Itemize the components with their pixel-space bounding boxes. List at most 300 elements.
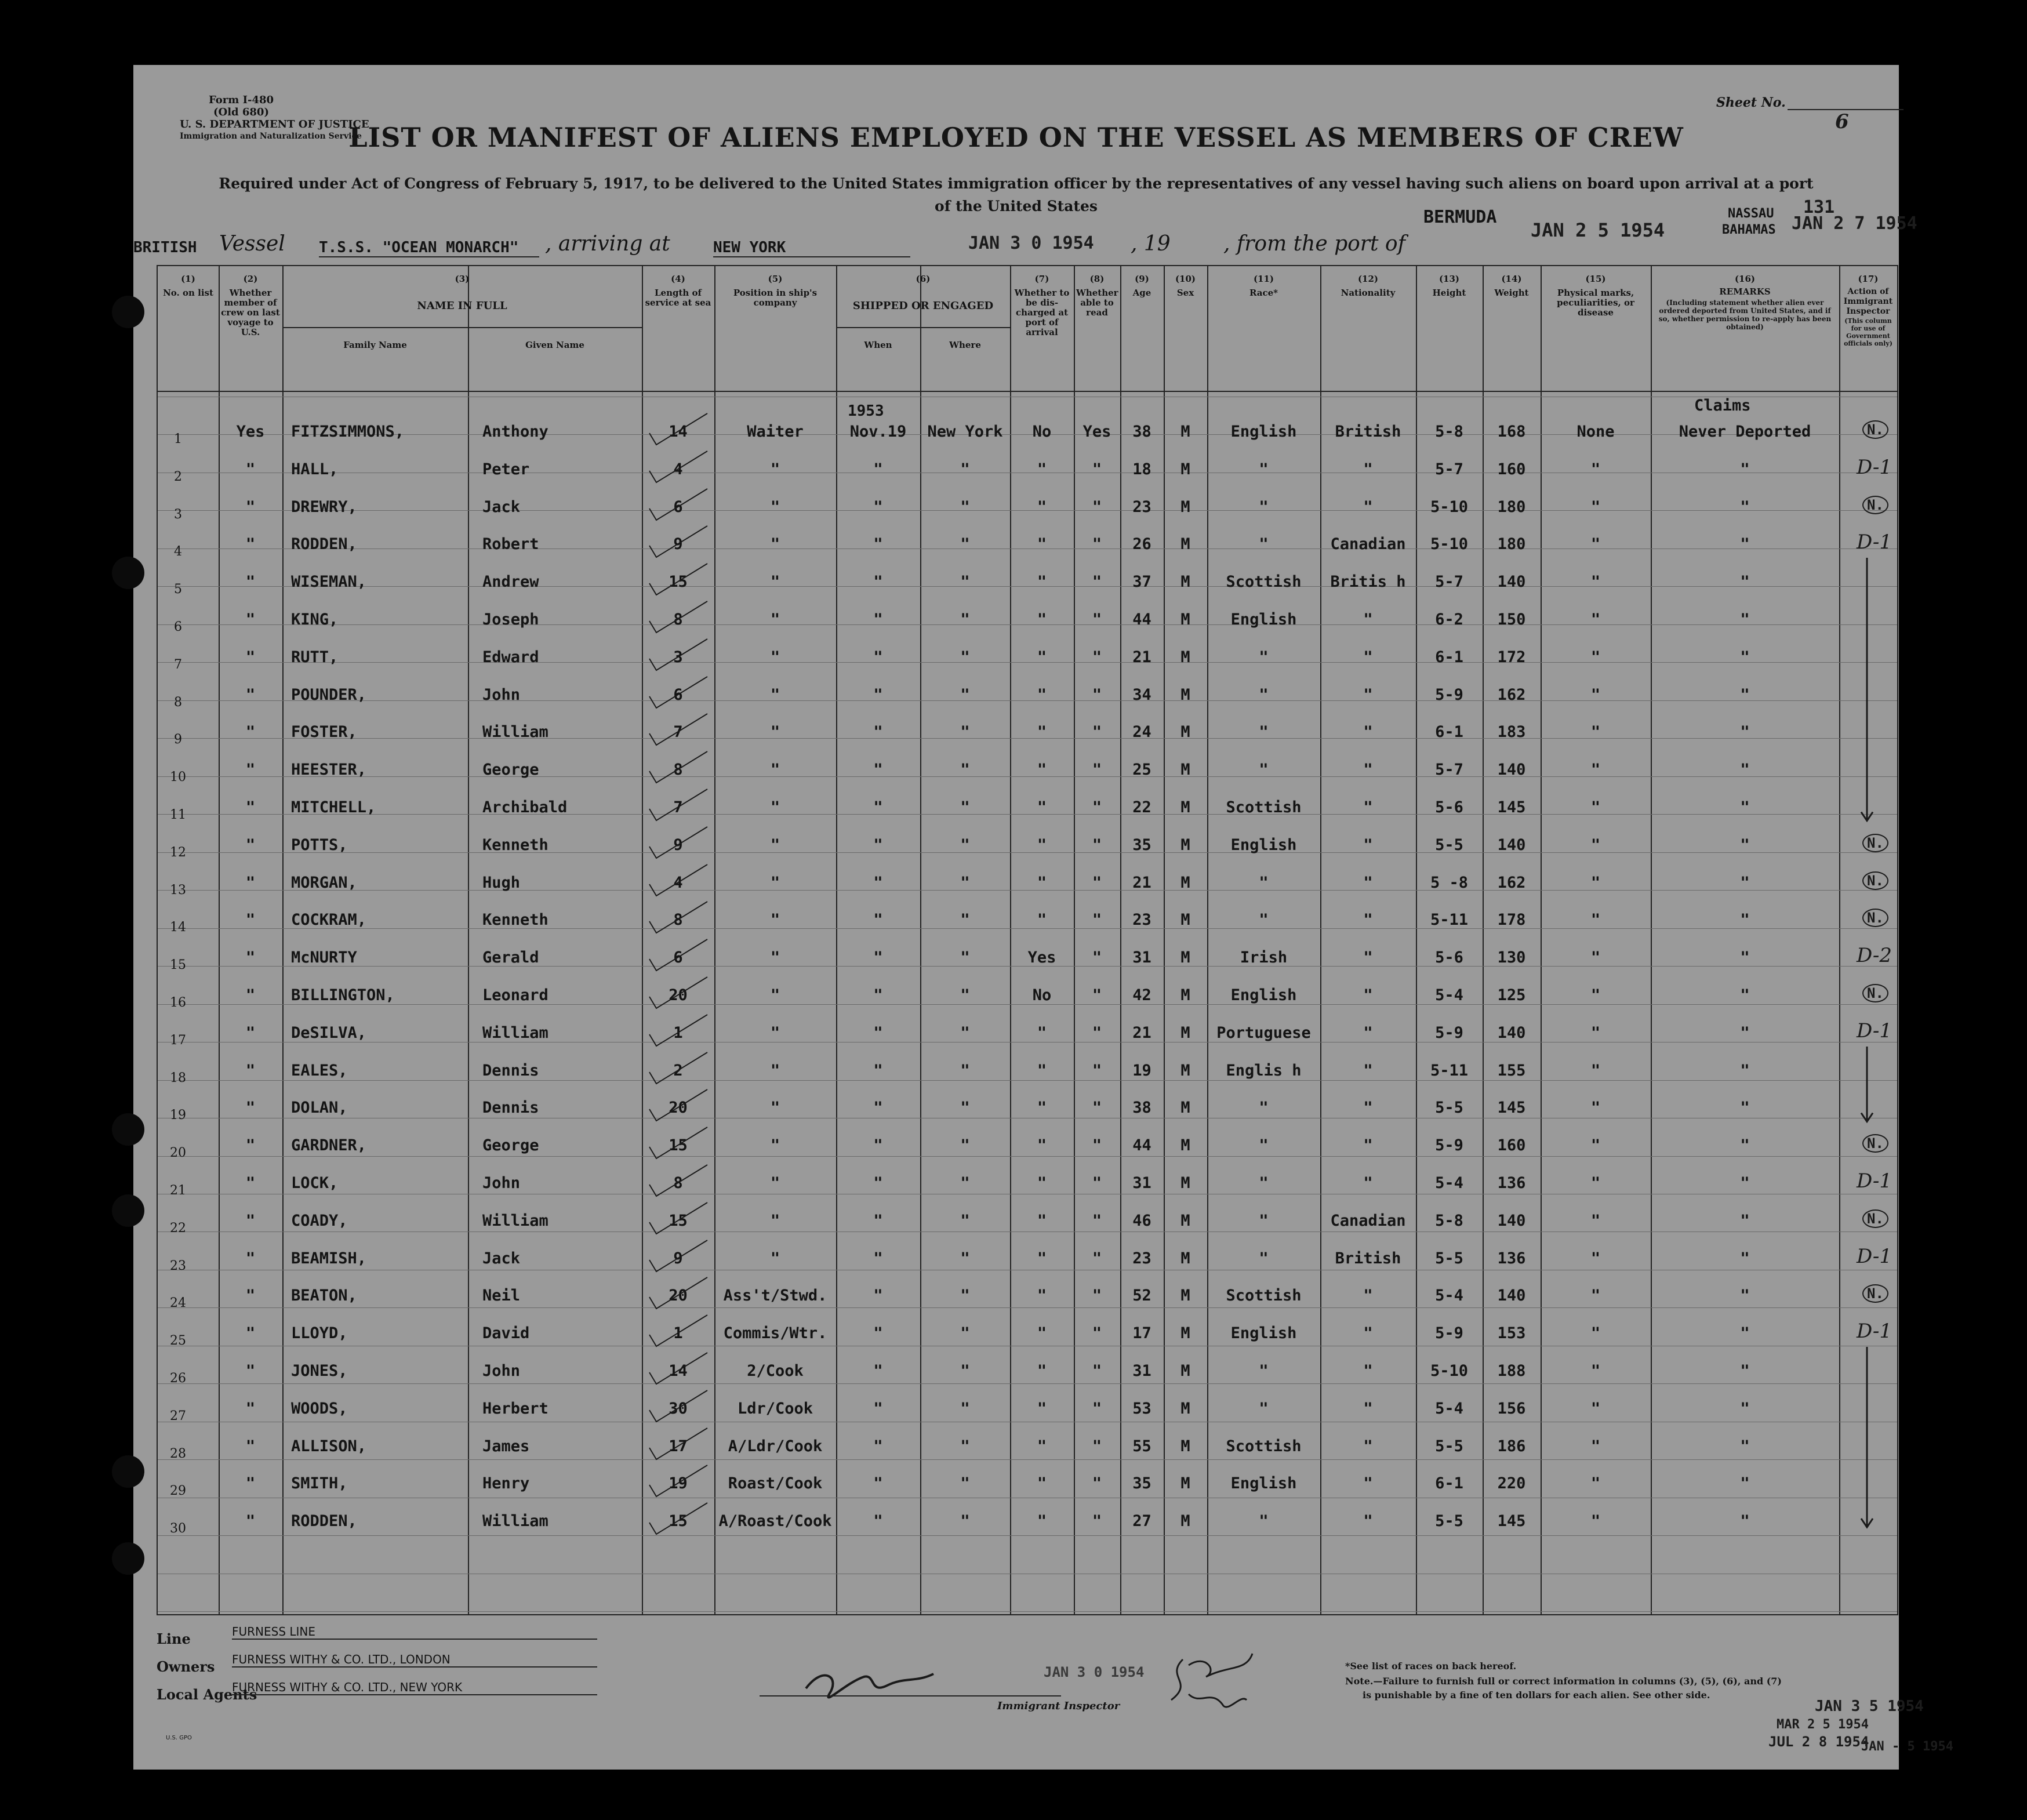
arrival-date: JAN 3 0 1954 (968, 233, 1094, 253)
cell-where: " (960, 1136, 970, 1155)
cell-given: William (482, 1023, 548, 1042)
cell-position: " (770, 1023, 780, 1042)
vessel-name: T.S.S. "OCEAN MONARCH" (319, 239, 539, 257)
cell-weight: 125 (1497, 986, 1526, 1004)
row-number: 17 (170, 1033, 186, 1048)
header-c17-sub: (This column for use of Government officials only) (1844, 317, 1892, 347)
cell-given: Anthony (482, 423, 548, 441)
inspector-action: N. (1862, 420, 1888, 439)
cell-marks: " (1590, 873, 1601, 892)
cell-service: 4 (673, 873, 683, 892)
cell-disch: " (1037, 1174, 1047, 1192)
inspector-action: N. (1862, 1134, 1888, 1153)
form-old: (Old 680) (213, 106, 269, 118)
cell-sex: M (1180, 573, 1190, 591)
cell-weight: 162 (1497, 685, 1526, 704)
cell-when: " (873, 1512, 883, 1531)
cell-marks: " (1590, 685, 1601, 704)
header-num-c9: (9) (1135, 274, 1149, 284)
cell-nat: " (1363, 1099, 1373, 1117)
cell-age: 52 (1132, 1287, 1151, 1305)
year-label: , 19 (1131, 232, 1171, 256)
row-number: 12 (170, 845, 186, 860)
header-c12: Nationality (1341, 288, 1396, 298)
cell-sex: M (1180, 685, 1190, 704)
cell-sex: M (1180, 986, 1190, 1004)
cell-prev: " (245, 535, 256, 554)
cell-age: 46 (1132, 1211, 1151, 1230)
header-divider (158, 391, 1897, 392)
cell-nat: " (1363, 1399, 1373, 1418)
cell-disch: No (1032, 986, 1052, 1004)
cell-marks: " (1590, 986, 1601, 1004)
cell-height: 5-9 (1435, 1023, 1463, 1042)
cell-service: 2 (673, 1061, 683, 1080)
row-rule (158, 1535, 1897, 1536)
table-row (158, 455, 1897, 484)
header-c3: NAME IN FULL (417, 300, 507, 312)
header-c14: Weight (1494, 288, 1529, 298)
header-num-c16: (16) (1734, 274, 1756, 284)
row-number: 24 (170, 1296, 186, 1311)
cell-height: 5-6 (1435, 798, 1463, 816)
header-c2: Whether member of crew on last voyage to U.S. (221, 288, 280, 337)
header-c11: Race* (1249, 288, 1278, 298)
cell-family: LLOYD, (291, 1324, 348, 1343)
table-row (158, 531, 1897, 560)
cell-remarks: " (1740, 685, 1750, 704)
from-port-1: BERMUDA (1423, 207, 1497, 227)
row-number: 8 (174, 695, 182, 710)
cell-race: " (1259, 1136, 1269, 1155)
table-row (158, 1169, 1897, 1198)
header-where: Where (949, 340, 981, 350)
cell-age: 23 (1132, 911, 1151, 929)
remarks-note: Claims (1694, 397, 1751, 415)
cell-prev: " (245, 1249, 256, 1267)
cell-read: " (1092, 835, 1102, 854)
cell-family: WISEMAN, (291, 573, 367, 591)
row-number: 26 (170, 1371, 186, 1386)
cell-marks: " (1590, 1136, 1601, 1155)
table-row (158, 573, 1897, 596)
cell-where: " (960, 1512, 970, 1531)
cell-where: " (960, 949, 970, 967)
table-row (158, 944, 1897, 973)
check-mark (644, 1349, 713, 1390)
cell-service: 8 (673, 611, 683, 629)
inspector-action: D-1 (1857, 1019, 1892, 1042)
cell-race: Scottish (1226, 1287, 1302, 1305)
cell-disch: " (1037, 1287, 1047, 1305)
note-1: *See list of races on back hereof. (1345, 1661, 1517, 1672)
cell-position: " (770, 573, 780, 591)
cell-height: 5-5 (1435, 1437, 1463, 1455)
cell-given: Leonard (482, 986, 548, 1004)
header-c15: Physical marks, peculiarities, or disease (1557, 288, 1634, 318)
cell-height: 5-5 (1435, 835, 1463, 854)
row-number: 7 (174, 657, 182, 672)
cell-race: English (1230, 1474, 1297, 1493)
cell-position: " (770, 911, 780, 929)
check-mark (644, 1011, 713, 1052)
cell-given: Dennis (482, 1099, 539, 1117)
cell-family: JONES, (291, 1362, 348, 1380)
row-number: 16 (170, 996, 186, 1010)
cell-sex: M (1180, 835, 1190, 854)
header-num-c12: (12) (1357, 274, 1379, 284)
cell-service: 20 (669, 986, 688, 1004)
cell-service: 20 (669, 1099, 688, 1117)
cell-race: " (1259, 1249, 1269, 1267)
stamp-3: JUL 2 8 1954 (1768, 1734, 1869, 1750)
cell-nat: " (1363, 1061, 1373, 1080)
cell-race: " (1259, 1362, 1269, 1380)
check-mark (644, 1124, 713, 1164)
header-when: When (864, 340, 892, 350)
cell-where: " (960, 1437, 970, 1455)
cell-race: " (1259, 873, 1269, 892)
cell-given: Neil (482, 1287, 521, 1305)
cell-nat: Canadian (1330, 535, 1406, 554)
cell-height: 6-1 (1435, 1474, 1463, 1493)
cell-remarks: " (1740, 497, 1750, 516)
cell-nat: " (1363, 460, 1373, 478)
cell-service: 14 (669, 1362, 688, 1380)
cell-service: 9 (673, 535, 683, 554)
check-mark (644, 1387, 713, 1427)
cell-where: " (960, 685, 970, 704)
cell-given: John (482, 1174, 521, 1192)
cell-position: " (770, 460, 780, 478)
cell-height: 5-4 (1435, 986, 1463, 1004)
cell-nat: " (1363, 911, 1373, 929)
header-c10: Sex (1176, 288, 1194, 298)
cell-prev: " (245, 1023, 256, 1042)
cell-where: " (960, 1211, 970, 1230)
table-row (158, 798, 1897, 822)
cell-height: 5-9 (1435, 1136, 1463, 1155)
cell-height: 5 -8 (1430, 873, 1469, 892)
cell-disch: " (1037, 497, 1047, 516)
cell-position: " (770, 1136, 780, 1155)
cell-given: David (482, 1324, 530, 1343)
owners-label: Owners (157, 1658, 215, 1675)
cell-family: BILLINGTON, (291, 986, 395, 1004)
cell-age: 17 (1132, 1324, 1151, 1343)
cell-remarks: " (1740, 1512, 1750, 1531)
check-mark (644, 973, 713, 1014)
cell-nat: " (1363, 1437, 1373, 1455)
cell-prev: " (245, 723, 256, 742)
cell-weight: 130 (1497, 949, 1526, 967)
cell-race: " (1259, 535, 1269, 554)
cell-race: " (1259, 723, 1269, 742)
cell-read: " (1092, 1023, 1102, 1042)
header-num-c1: (1) (181, 274, 195, 284)
cell-age: 42 (1132, 986, 1151, 1004)
cell-position: " (770, 1249, 780, 1267)
cell-age: 37 (1132, 573, 1151, 591)
row-number: 22 (170, 1220, 186, 1236)
cell-when: " (873, 1023, 883, 1042)
cell-family: RUTT, (291, 648, 339, 666)
cell-age: 31 (1132, 1362, 1151, 1380)
cell-when: " (873, 1061, 883, 1080)
cell-position: Roast/Cook (728, 1474, 823, 1493)
cell-prev: " (245, 611, 256, 629)
cell-nat: " (1363, 1362, 1373, 1380)
cell-marks: " (1590, 573, 1601, 591)
table-row (158, 836, 1897, 859)
cell-age: 38 (1132, 423, 1151, 441)
cell-disch: " (1037, 460, 1047, 478)
cell-weight: 150 (1497, 611, 1526, 629)
cell-remarks: " (1740, 1249, 1750, 1267)
table-row (158, 986, 1897, 1009)
row-number: 3 (174, 507, 182, 522)
row-number: 2 (174, 469, 182, 484)
cell-sex: M (1180, 1287, 1190, 1305)
cell-weight: 178 (1497, 911, 1526, 929)
cell-disch: " (1037, 1362, 1047, 1380)
header-num-c5: (5) (768, 274, 783, 284)
cell-weight: 180 (1497, 497, 1526, 516)
cell-read: " (1092, 986, 1102, 1004)
row-number: 19 (170, 1108, 186, 1123)
cell-when: " (873, 723, 883, 742)
cell-remarks: " (1740, 798, 1750, 816)
cell-family: COCKRAM, (291, 911, 367, 929)
cell-when: " (873, 685, 883, 704)
cell-race: " (1259, 1512, 1269, 1531)
cell-remarks: " (1740, 1399, 1750, 1418)
cell-when: " (873, 1474, 883, 1493)
cell-race: Englis h (1226, 1061, 1302, 1080)
header-c6: SHIPPED OR ENGAGED (852, 300, 994, 312)
cell-weight: 145 (1497, 1099, 1526, 1117)
cell-height: 5-10 (1430, 1362, 1469, 1380)
cell-disch: " (1037, 648, 1047, 666)
cell-sex: M (1180, 949, 1190, 967)
header-num-c15: (15) (1585, 274, 1606, 284)
cell-prev: " (245, 761, 256, 779)
cell-read: " (1092, 1174, 1102, 1192)
check-mark (644, 448, 713, 488)
check-mark (644, 560, 713, 601)
cell-disch: " (1037, 1023, 1047, 1042)
cell-read: " (1092, 573, 1102, 591)
cell-sex: M (1180, 1512, 1190, 1531)
cell-sex: M (1180, 1324, 1190, 1343)
cell-nat: " (1363, 1474, 1373, 1493)
binder-hole (112, 1194, 144, 1227)
cell-weight: 136 (1497, 1249, 1526, 1267)
cell-age: 22 (1132, 798, 1151, 816)
cell-disch: " (1037, 1099, 1047, 1117)
table-row (158, 423, 1897, 446)
cell-disch: " (1037, 1249, 1047, 1267)
cell-nat: " (1363, 685, 1373, 704)
form-service: Immigration and Naturalization Service (180, 132, 362, 141)
cell-marks: " (1590, 949, 1601, 967)
annotation-arrow (1850, 558, 1884, 833)
cell-family: BEAMISH, (291, 1249, 367, 1267)
cell-age: 44 (1132, 611, 1151, 629)
cell-service: 7 (673, 798, 683, 816)
cell-marks: " (1590, 761, 1601, 779)
cell-height: 5-7 (1435, 761, 1463, 779)
note-3: is punishable by a fine of ten dollars for each alien. See other side. (1363, 1690, 1710, 1701)
cell-remarks: " (1740, 1362, 1750, 1380)
check-mark (644, 748, 713, 789)
table-row (158, 611, 1897, 634)
cell-position: " (770, 1211, 780, 1230)
cell-service: 20 (669, 1287, 688, 1305)
row-number: 15 (170, 958, 186, 973)
cell-family: MITCHELL, (291, 798, 376, 816)
cell-age: 25 (1132, 761, 1151, 779)
cell-race: " (1259, 1099, 1269, 1117)
cell-where: " (960, 1399, 970, 1418)
cell-prev: " (245, 798, 256, 816)
cell-age: 21 (1132, 873, 1151, 892)
inspector-action: N. (1862, 496, 1888, 514)
cell-when: " (873, 1287, 883, 1305)
header-c17: Action of Immigrant Inspector (1843, 287, 1893, 316)
row-number: 23 (170, 1258, 186, 1273)
cell-race: " (1259, 911, 1269, 929)
cell-family: EALES, (291, 1061, 348, 1080)
cell-service: 4 (673, 460, 683, 478)
cell-position: " (770, 986, 780, 1004)
cell-read: " (1092, 685, 1102, 704)
check-mark (644, 1462, 713, 1502)
cell-prev: " (245, 1099, 256, 1117)
cell-weight: 183 (1497, 723, 1526, 742)
cell-read: " (1092, 1324, 1102, 1343)
cell-prev: " (245, 685, 256, 704)
header-family: Family Name (343, 340, 407, 350)
cell-disch: " (1037, 1136, 1047, 1155)
table-row (158, 1400, 1897, 1423)
cell-read: Yes (1082, 423, 1111, 441)
cell-age: 35 (1132, 835, 1151, 854)
cell-height: 5-10 (1430, 535, 1469, 554)
cell-remarks: " (1740, 761, 1750, 779)
cell-when: " (873, 1249, 883, 1267)
cell-service: 1 (673, 1324, 683, 1343)
cell-height: 5-9 (1435, 1324, 1463, 1343)
cell-height: 6-2 (1435, 611, 1463, 629)
inspector-action: N. (1862, 871, 1888, 890)
cell-sex: M (1180, 1211, 1190, 1230)
cell-when: " (873, 1211, 883, 1230)
binder-hole (112, 1542, 144, 1575)
cell-prev: " (245, 835, 256, 854)
cell-race: Scottish (1226, 573, 1302, 591)
cell-nat: " (1363, 798, 1373, 816)
cell-where: " (960, 1362, 970, 1380)
cell-given: Peter (482, 460, 530, 478)
cell-disch: " (1037, 573, 1047, 591)
cell-remarks: " (1740, 535, 1750, 554)
header-num-c3: (3) (455, 274, 470, 284)
cell-disch: " (1037, 1211, 1047, 1230)
header-c4: Length of service at sea (645, 288, 711, 308)
table-row (158, 911, 1897, 934)
from-port-1-date: JAN 2 5 1954 (1531, 219, 1665, 241)
cell-given: William (482, 1211, 548, 1230)
cell-read: " (1092, 949, 1102, 967)
table-row (158, 1212, 1897, 1235)
cell-position: " (770, 497, 780, 516)
inspector-action: D-1 (1857, 1244, 1892, 1268)
cell-prev: " (245, 1174, 256, 1192)
cell-family: ALLISON, (291, 1437, 367, 1455)
row-number: 30 (170, 1521, 186, 1536)
cell-where: " (960, 535, 970, 554)
cell-remarks: " (1740, 460, 1750, 478)
row-number: 5 (174, 582, 182, 597)
from-port-2a: NASSAU (1728, 206, 1774, 221)
cell-family: FITZSIMMONS, (291, 423, 405, 441)
cell-age: 31 (1132, 1174, 1151, 1192)
cell-nat: " (1363, 835, 1373, 854)
table-row (158, 874, 1897, 897)
cell-disch: " (1037, 535, 1047, 554)
cell-marks: " (1590, 1174, 1601, 1192)
cell-age: 35 (1132, 1474, 1151, 1493)
cell-age: 34 (1132, 685, 1151, 704)
cell-marks: " (1590, 1061, 1601, 1080)
cell-when: " (873, 873, 883, 892)
cell-given: John (482, 685, 521, 704)
cell-service: 3 (673, 648, 683, 666)
check-mark (644, 410, 713, 451)
name-subheader-line (282, 327, 642, 328)
header-c16-sub: (Including statement whether alien ever ordered deported from United States, and if so, whether permission to re-apply has been obtained) (1658, 299, 1832, 331)
cell-read: " (1092, 873, 1102, 892)
cell-read: " (1092, 1474, 1102, 1493)
header-num-c13: (13) (1438, 274, 1460, 284)
header-num-c2: (2) (243, 274, 258, 284)
table-row (158, 1512, 1897, 1535)
cell-read: " (1092, 1099, 1102, 1117)
cell-where: " (960, 497, 970, 516)
cell-given: Andrew (482, 573, 539, 591)
cell-position: A/Ldr/Cook (728, 1437, 823, 1455)
table-row (158, 1019, 1897, 1048)
cell-given: Kenneth (482, 911, 548, 929)
row-number: 28 (170, 1446, 186, 1461)
cell-weight: 145 (1497, 1512, 1526, 1531)
manifest-sheet (133, 65, 1953, 1770)
cell-family: DREWRY, (291, 497, 357, 516)
cell-position: " (770, 949, 780, 967)
inspector-action: D-2 (1857, 944, 1892, 968)
inspector-action: N. (1862, 834, 1888, 852)
line-label: Line (157, 1630, 191, 1647)
cell-marks: " (1590, 1512, 1601, 1531)
check-mark (644, 522, 713, 563)
cell-disch: " (1037, 798, 1047, 816)
check-mark (644, 673, 713, 714)
cell-race: " (1259, 761, 1269, 779)
row-number: 25 (170, 1334, 186, 1349)
cell-remarks: " (1740, 1324, 1750, 1343)
cell-when: " (873, 1099, 883, 1117)
